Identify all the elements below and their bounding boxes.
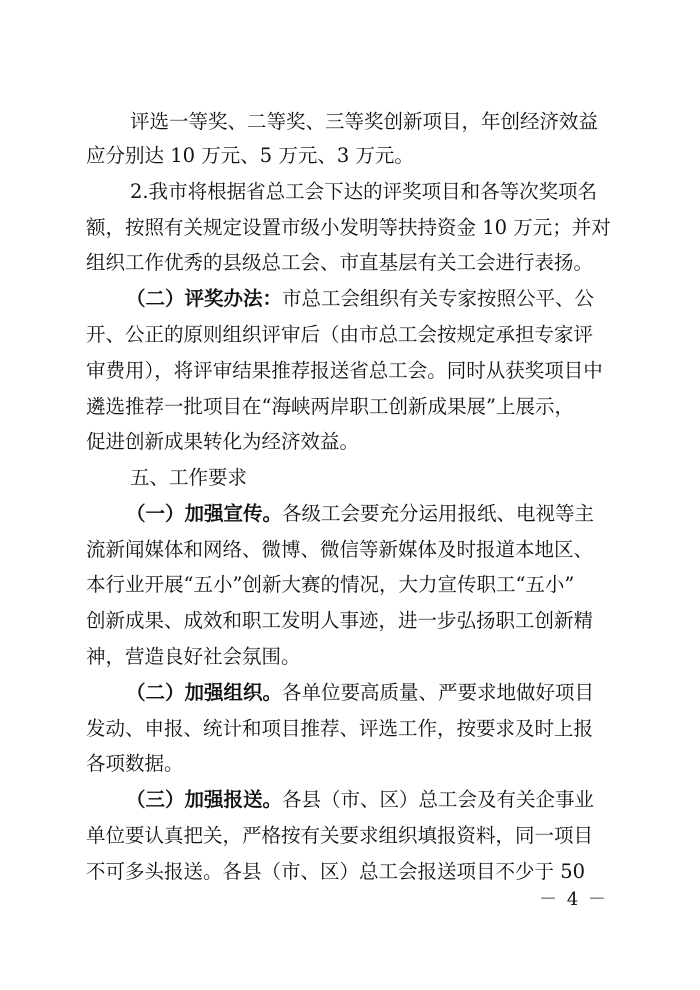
line-bold-lead: （二）加强组织。 bbox=[126, 681, 283, 704]
line-bold-lead: （一）加强宣传。 bbox=[126, 502, 283, 525]
paragraph-line bbox=[0, 425, 700, 459]
paragraph-line bbox=[0, 783, 700, 817]
line-text: 遴选推荐一批项目在“海峡两岸职工创新成果展”上展示， bbox=[86, 395, 574, 418]
paragraph-line bbox=[0, 747, 700, 781]
line-text: 各项数据。 bbox=[86, 752, 184, 775]
paragraph-line bbox=[0, 497, 700, 531]
paragraph-line bbox=[0, 282, 700, 316]
paragraph-line bbox=[0, 819, 700, 853]
paragraph-line bbox=[0, 105, 700, 139]
line-text: 创新成果、成效和职工发明人事迹，进一步弘扬职工创新精 bbox=[86, 609, 594, 632]
section-heading bbox=[0, 461, 700, 495]
paragraph-line bbox=[0, 390, 700, 424]
line-text: 评选一等奖、二等奖、三等奖创新项目，年创经济效益 bbox=[130, 110, 599, 133]
line-bold-lead: （二）评奖办法： bbox=[126, 287, 283, 310]
line-text: 单位要认真把关，严格按有关要求组织填报资料，同一项目 bbox=[86, 824, 594, 847]
line-text: 各级工会要充分运用报纸、电视等主 bbox=[282, 502, 595, 525]
line-text: 神，营造良好社会氛围。 bbox=[86, 645, 301, 668]
paragraph-line bbox=[0, 568, 700, 602]
line-text: 组织工作优秀的县级总工会、市直基层有关工会进行表扬。 bbox=[86, 251, 594, 274]
line-bold-lead: （三）加强报送。 bbox=[126, 788, 283, 811]
page-number: － 4 － bbox=[539, 889, 608, 910]
paragraph-line bbox=[0, 604, 700, 638]
line-text: 市总工会组织有关专家按照公平、公 bbox=[282, 287, 595, 310]
line-text: 2.我市将根据省总工会下达的评奖项目和各等次奖项名 bbox=[130, 180, 598, 203]
line-text: 本行业开展“五小”创新大赛的情况，大力宣传职工“五小” bbox=[86, 573, 575, 596]
line-text: 五、工作要求 bbox=[130, 466, 248, 489]
paragraph-line bbox=[0, 175, 700, 209]
paragraph-line bbox=[0, 640, 700, 674]
paragraph-line bbox=[0, 246, 700, 280]
paragraph-line bbox=[0, 712, 700, 746]
paragraph-line bbox=[0, 676, 700, 710]
line-text: 各县（市、区）总工会及有关企事业 bbox=[282, 788, 595, 811]
line-text: 审费用），将评审结果推荐报送省总工会。同时从获奖项目中 bbox=[86, 359, 603, 382]
line-text: 应分别达 10 万元、5 万元、3 万元。 bbox=[86, 144, 414, 167]
line-text: 开、公正的原则组织评审后（由市总工会按规定承担专家评 bbox=[86, 323, 594, 346]
paragraph-line bbox=[0, 354, 700, 388]
line-text: 各单位要高质量、严要求地做好项目 bbox=[282, 681, 595, 704]
line-text: 流新闻媒体和网络、微博、微信等新媒体及时报道本地区、 bbox=[86, 538, 594, 561]
paragraph-line bbox=[0, 211, 700, 245]
paragraph-line bbox=[0, 855, 700, 889]
paragraph-line bbox=[0, 318, 700, 352]
line-text: 额，按照有关规定设置市级小发明等扶持资金 10 万元；并对 bbox=[86, 216, 611, 239]
paragraph-line bbox=[0, 533, 700, 567]
paragraph-line bbox=[0, 139, 700, 173]
line-text: 促进创新成果转化为经济效益。 bbox=[86, 430, 360, 453]
line-text: 发动、申报、统计和项目推荐、评选工作，按要求及时上报 bbox=[86, 717, 594, 740]
line-text: 不可多头报送。各县（市、区）总工会报送项目不少于 50 bbox=[86, 860, 586, 883]
